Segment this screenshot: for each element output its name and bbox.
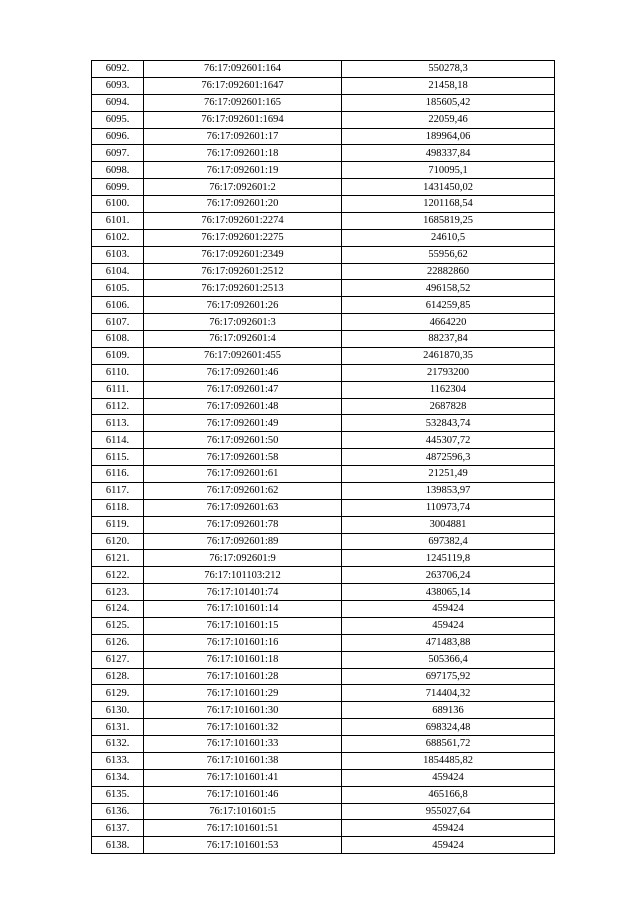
cadastral-number: 76:17:101401:74 bbox=[144, 584, 342, 601]
cadastral-value: 445307,72 bbox=[342, 432, 555, 449]
row-number: 6134. bbox=[92, 769, 144, 786]
cadastral-value: 22059,46 bbox=[342, 111, 555, 128]
cadastral-value: 1245119,8 bbox=[342, 550, 555, 567]
cadastral-number: 76:17:101601:16 bbox=[144, 634, 342, 651]
cadastral-number: 76:17:092601:2512 bbox=[144, 263, 342, 280]
cadastral-number: 76:17:092601:2274 bbox=[144, 212, 342, 229]
row-number: 6096. bbox=[92, 128, 144, 145]
cadastral-value: 24610,5 bbox=[342, 229, 555, 246]
cadastral-value: 2687828 bbox=[342, 398, 555, 415]
row-number: 6133. bbox=[92, 752, 144, 769]
row-number: 6137. bbox=[92, 820, 144, 837]
row-number: 6108. bbox=[92, 331, 144, 348]
row-number: 6113. bbox=[92, 415, 144, 432]
cadastral-value: 185605,42 bbox=[342, 94, 555, 111]
cadastral-value: 714404,32 bbox=[342, 685, 555, 702]
table-row bbox=[92, 803, 555, 820]
cadastral-value: 697382,4 bbox=[342, 533, 555, 550]
cadastral-number: 76:17:092601:20 bbox=[144, 196, 342, 213]
cadastral-number: 76:17:092601:2 bbox=[144, 179, 342, 196]
cadastral-number: 76:17:092601:58 bbox=[144, 449, 342, 466]
table-row bbox=[92, 297, 555, 314]
cadastral-number: 76:17:101601:51 bbox=[144, 820, 342, 837]
row-number: 6135. bbox=[92, 786, 144, 803]
cadastral-value: 697175,92 bbox=[342, 668, 555, 685]
row-number: 6110. bbox=[92, 364, 144, 381]
row-number: 6116. bbox=[92, 466, 144, 483]
cadastral-number: 76:17:092601:18 bbox=[144, 145, 342, 162]
cadastral-number: 76:17:092601:61 bbox=[144, 466, 342, 483]
cadastral-number: 76:17:092601:455 bbox=[144, 347, 342, 364]
cadastral-value: 21458,18 bbox=[342, 77, 555, 94]
cadastral-number: 76:17:092601:48 bbox=[144, 398, 342, 415]
cadastral-value: 532843,74 bbox=[342, 415, 555, 432]
cadastral-value: 55956,62 bbox=[342, 246, 555, 263]
row-number: 6119. bbox=[92, 516, 144, 533]
row-number: 6100. bbox=[92, 196, 144, 213]
table-row bbox=[92, 229, 555, 246]
cadastral-value-table bbox=[91, 60, 555, 854]
table-row bbox=[92, 111, 555, 128]
table-row bbox=[92, 331, 555, 348]
cadastral-value: 550278,3 bbox=[342, 61, 555, 78]
cadastral-value: 189964,06 bbox=[342, 128, 555, 145]
cadastral-value: 471483,88 bbox=[342, 634, 555, 651]
table-row bbox=[92, 398, 555, 415]
row-number: 6123. bbox=[92, 584, 144, 601]
cadastral-number: 76:17:101601:38 bbox=[144, 752, 342, 769]
row-number: 6126. bbox=[92, 634, 144, 651]
cadastral-number: 76:17:092601:46 bbox=[144, 364, 342, 381]
row-number: 6106. bbox=[92, 297, 144, 314]
row-number: 6129. bbox=[92, 685, 144, 702]
table-row bbox=[92, 634, 555, 651]
row-number: 6132. bbox=[92, 736, 144, 753]
row-number: 6121. bbox=[92, 550, 144, 567]
cadastral-number: 76:17:092601:78 bbox=[144, 516, 342, 533]
row-number: 6112. bbox=[92, 398, 144, 415]
table-row bbox=[92, 601, 555, 618]
cadastral-value: 955027,64 bbox=[342, 803, 555, 820]
row-number: 6131. bbox=[92, 719, 144, 736]
table-row bbox=[92, 466, 555, 483]
table-row bbox=[92, 786, 555, 803]
table-row bbox=[92, 584, 555, 601]
row-number: 6097. bbox=[92, 145, 144, 162]
cadastral-number: 76:17:101601:41 bbox=[144, 769, 342, 786]
table-row bbox=[92, 516, 555, 533]
table-body bbox=[92, 61, 555, 854]
row-number: 6124. bbox=[92, 601, 144, 618]
cadastral-number: 76:17:092601:3 bbox=[144, 314, 342, 331]
cadastral-number: 76:17:092601:49 bbox=[144, 415, 342, 432]
row-number: 6128. bbox=[92, 668, 144, 685]
table-row bbox=[92, 617, 555, 634]
table-row bbox=[92, 533, 555, 550]
row-number: 6098. bbox=[92, 162, 144, 179]
row-number: 6114. bbox=[92, 432, 144, 449]
cadastral-number: 76:17:101601:28 bbox=[144, 668, 342, 685]
table-row bbox=[92, 837, 555, 854]
row-number: 6102. bbox=[92, 229, 144, 246]
row-number: 6095. bbox=[92, 111, 144, 128]
cadastral-value: 505366,4 bbox=[342, 651, 555, 668]
table-row bbox=[92, 314, 555, 331]
cadastral-number: 76:17:101601:15 bbox=[144, 617, 342, 634]
cadastral-value: 3004881 bbox=[342, 516, 555, 533]
row-number: 6118. bbox=[92, 499, 144, 516]
row-number: 6101. bbox=[92, 212, 144, 229]
cadastral-value: 110973,74 bbox=[342, 499, 555, 516]
cadastral-value: 4664220 bbox=[342, 314, 555, 331]
cadastral-value: 139853,97 bbox=[342, 482, 555, 499]
cadastral-value: 459424 bbox=[342, 601, 555, 618]
cadastral-value: 1685819,25 bbox=[342, 212, 555, 229]
table-row bbox=[92, 651, 555, 668]
cadastral-value: 1431450,02 bbox=[342, 179, 555, 196]
table-row bbox=[92, 719, 555, 736]
cadastral-value: 498337,84 bbox=[342, 145, 555, 162]
row-number: 6111. bbox=[92, 381, 144, 398]
cadastral-value: 438065,14 bbox=[342, 584, 555, 601]
table-row bbox=[92, 347, 555, 364]
table-row bbox=[92, 702, 555, 719]
row-number: 6107. bbox=[92, 314, 144, 331]
row-number: 6103. bbox=[92, 246, 144, 263]
cadastral-value: 1854485,82 bbox=[342, 752, 555, 769]
cadastral-number: 76:17:101601:18 bbox=[144, 651, 342, 668]
row-number: 6115. bbox=[92, 449, 144, 466]
table-row bbox=[92, 162, 555, 179]
table-row bbox=[92, 550, 555, 567]
cadastral-number: 76:17:092601:2349 bbox=[144, 246, 342, 263]
table-row bbox=[92, 263, 555, 280]
table-row bbox=[92, 61, 555, 78]
cadastral-value: 688561,72 bbox=[342, 736, 555, 753]
row-number: 6092. bbox=[92, 61, 144, 78]
cadastral-value: 21251,49 bbox=[342, 466, 555, 483]
row-number: 6122. bbox=[92, 567, 144, 584]
table-row bbox=[92, 668, 555, 685]
table-row bbox=[92, 499, 555, 516]
table-row bbox=[92, 685, 555, 702]
cadastral-value: 21793200 bbox=[342, 364, 555, 381]
cadastral-value: 459424 bbox=[342, 837, 555, 854]
row-number: 6093. bbox=[92, 77, 144, 94]
cadastral-value: 689136 bbox=[342, 702, 555, 719]
table-row bbox=[92, 567, 555, 584]
cadastral-number: 76:17:092601:164 bbox=[144, 61, 342, 78]
cadastral-number: 76:17:092601:1694 bbox=[144, 111, 342, 128]
cadastral-value: 698324,48 bbox=[342, 719, 555, 736]
cadastral-number: 76:17:092601:4 bbox=[144, 331, 342, 348]
cadastral-number: 76:17:092601:2513 bbox=[144, 280, 342, 297]
table-row bbox=[92, 449, 555, 466]
cadastral-value: 710095,1 bbox=[342, 162, 555, 179]
cadastral-number: 76:17:101601:53 bbox=[144, 837, 342, 854]
table-row bbox=[92, 77, 555, 94]
cadastral-number: 76:17:092601:89 bbox=[144, 533, 342, 550]
cadastral-number: 76:17:092601:63 bbox=[144, 499, 342, 516]
cadastral-number: 76:17:101103:212 bbox=[144, 567, 342, 584]
table-row bbox=[92, 381, 555, 398]
cadastral-value: 459424 bbox=[342, 820, 555, 837]
row-number: 6120. bbox=[92, 533, 144, 550]
row-number: 6130. bbox=[92, 702, 144, 719]
cadastral-value: 1201168,54 bbox=[342, 196, 555, 213]
cadastral-number: 76:17:092601:1647 bbox=[144, 77, 342, 94]
row-number: 6094. bbox=[92, 94, 144, 111]
table-row bbox=[92, 482, 555, 499]
cadastral-number: 76:17:101601:33 bbox=[144, 736, 342, 753]
cadastral-value: 496158,52 bbox=[342, 280, 555, 297]
cadastral-value: 2461870,35 bbox=[342, 347, 555, 364]
cadastral-value: 22882860 bbox=[342, 263, 555, 280]
table-row bbox=[92, 769, 555, 786]
cadastral-number: 76:17:101601:32 bbox=[144, 719, 342, 736]
cadastral-number: 76:17:092601:165 bbox=[144, 94, 342, 111]
cadastral-value: 88237,84 bbox=[342, 331, 555, 348]
table-row bbox=[92, 752, 555, 769]
row-number: 6127. bbox=[92, 651, 144, 668]
table-row bbox=[92, 212, 555, 229]
cadastral-value: 465166,8 bbox=[342, 786, 555, 803]
row-number: 6136. bbox=[92, 803, 144, 820]
cadastral-number: 76:17:101601:29 bbox=[144, 685, 342, 702]
cadastral-number: 76:17:092601:19 bbox=[144, 162, 342, 179]
cadastral-number: 76:17:101601:30 bbox=[144, 702, 342, 719]
row-number: 6117. bbox=[92, 482, 144, 499]
table-row bbox=[92, 94, 555, 111]
row-number: 6125. bbox=[92, 617, 144, 634]
table-row bbox=[92, 280, 555, 297]
table-row bbox=[92, 736, 555, 753]
cadastral-number: 76:17:101601:46 bbox=[144, 786, 342, 803]
table-row bbox=[92, 246, 555, 263]
table-row bbox=[92, 432, 555, 449]
table-row bbox=[92, 179, 555, 196]
cadastral-number: 76:17:101601:14 bbox=[144, 601, 342, 618]
cadastral-value: 263706,24 bbox=[342, 567, 555, 584]
cadastral-value: 1162304 bbox=[342, 381, 555, 398]
cadastral-number: 76:17:101601:5 bbox=[144, 803, 342, 820]
cadastral-value: 459424 bbox=[342, 617, 555, 634]
cadastral-number: 76:17:092601:50 bbox=[144, 432, 342, 449]
cadastral-number: 76:17:092601:2275 bbox=[144, 229, 342, 246]
table-row bbox=[92, 364, 555, 381]
table-row bbox=[92, 128, 555, 145]
cadastral-number: 76:17:092601:62 bbox=[144, 482, 342, 499]
table-row bbox=[92, 820, 555, 837]
row-number: 6104. bbox=[92, 263, 144, 280]
row-number: 6138. bbox=[92, 837, 144, 854]
row-number: 6099. bbox=[92, 179, 144, 196]
row-number: 6109. bbox=[92, 347, 144, 364]
cadastral-value: 459424 bbox=[342, 769, 555, 786]
cadastral-value: 4872596,3 bbox=[342, 449, 555, 466]
row-number: 6105. bbox=[92, 280, 144, 297]
cadastral-number: 76:17:092601:47 bbox=[144, 381, 342, 398]
table-row bbox=[92, 196, 555, 213]
cadastral-number: 76:17:092601:26 bbox=[144, 297, 342, 314]
table-row bbox=[92, 415, 555, 432]
cadastral-value: 614259,85 bbox=[342, 297, 555, 314]
cadastral-number: 76:17:092601:17 bbox=[144, 128, 342, 145]
table-row bbox=[92, 145, 555, 162]
cadastral-number: 76:17:092601:9 bbox=[144, 550, 342, 567]
